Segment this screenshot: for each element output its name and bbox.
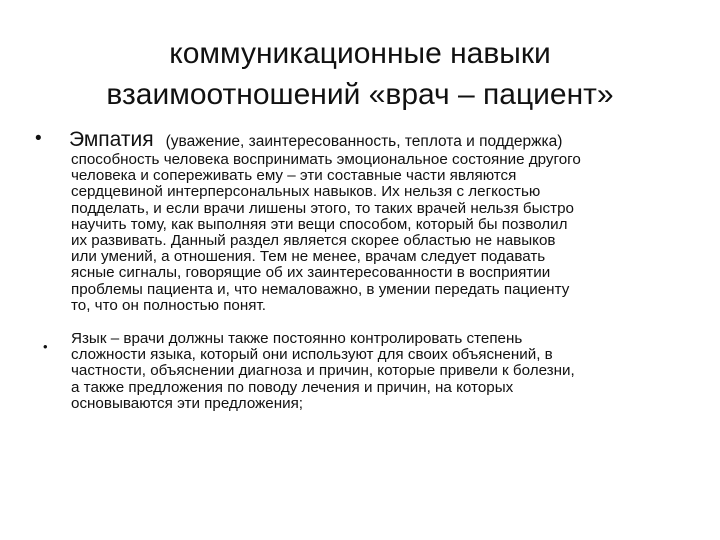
title-line-1: коммуникационные навыки <box>169 37 551 70</box>
text-line: проблемы пациента и, что немаловажно, в умении передать пациенту <box>71 280 570 298</box>
text-line: подделать, и если врачи лишены этого, то таких врачей нельзя быстро <box>71 199 574 217</box>
slide-title <box>40 33 680 115</box>
bullet-marker: • <box>43 339 48 354</box>
text-line: то, что он полностью понят. <box>71 296 266 314</box>
title-line-2: взаимоотношений «врач – пациент» <box>106 78 614 111</box>
text-line: основываются эти предложения; <box>71 394 304 412</box>
language-description <box>71 331 671 412</box>
text-line: научить тому, как выполняя эти вещи способом, который бы позволил <box>71 215 568 233</box>
empathy-term: Эмпатия <box>69 128 154 151</box>
text-line: ясные сигналы, говорящие об их заинтересованности в восприятии <box>71 264 551 282</box>
empathy-parenthetical: (уважение, заинтересованность, теплота и поддержка) <box>165 133 563 150</box>
text-line: частности, объяснении диагноза и причин, которые привели к болезни, <box>71 362 575 380</box>
text-line: их развивать. Данный раздел является скорее областью не навыков <box>71 232 556 250</box>
bullet-marker: • <box>35 128 42 149</box>
text-line: а также предложения по поводу лечения и причин, на которых <box>71 378 514 396</box>
text-line: Язык – врачи должны также постоянно контролировать степень <box>71 330 523 347</box>
empathy-description <box>71 152 671 314</box>
text-line: или умений, а отношения. Тем не менее, врачам следует подавать <box>71 248 546 266</box>
text-line: способность человека воспринимать эмоциональное состояние другого <box>71 151 581 168</box>
text-line: сердцевиной интерперсональных навыков. Их нельзя с легкостью <box>71 183 541 201</box>
text-line: сложности языка, который они используют для своих объяснений, в <box>71 346 553 364</box>
empathy-heading <box>69 129 562 151</box>
text-line: человека и сопереживать ему – эти составные части являются <box>71 167 517 185</box>
